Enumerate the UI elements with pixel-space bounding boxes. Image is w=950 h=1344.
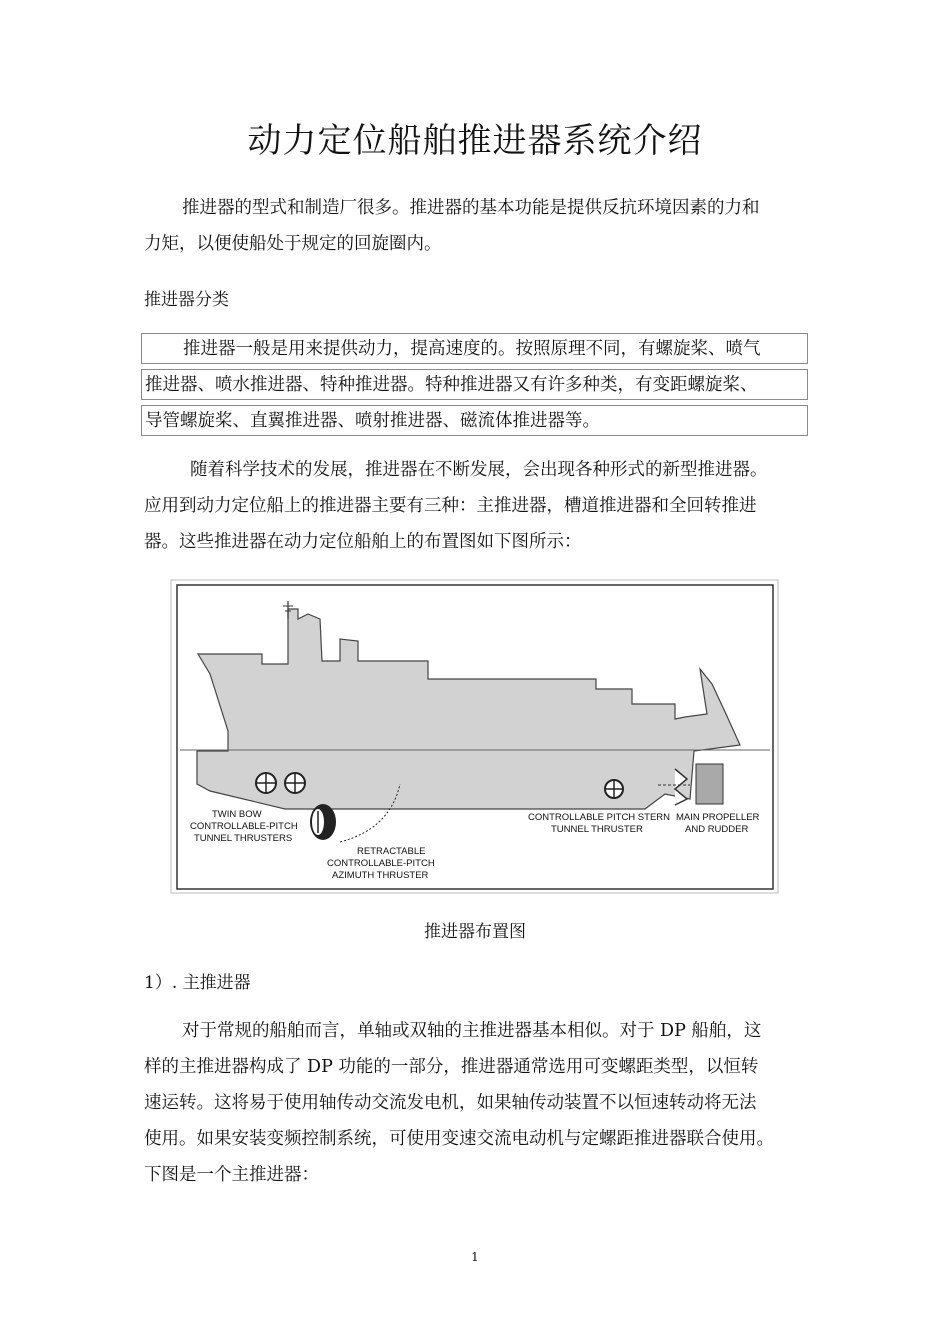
label-azi-1: RETRACTABLE <box>357 846 426 857</box>
label-azi-3: AZIMUTH THRUSTER <box>332 870 429 881</box>
figure-caption: 推进器布置图 <box>424 922 526 942</box>
label-bow-3: TUNNEL THRUSTERS <box>194 833 293 844</box>
section-heading-classification: 推进器分类 <box>144 290 229 310</box>
section-heading-main-thruster: 1）. 主推进器 <box>144 973 251 993</box>
boxed-line-2 <box>141 369 808 400</box>
boxed-line-1 <box>141 333 808 364</box>
label-main-2: AND RUDDER <box>685 824 749 835</box>
label-stern-1: CONTROLLABLE PITCH STERN <box>528 812 670 823</box>
main-line-5: 下图是一个主推进器： <box>144 1165 319 1185</box>
main-line-4: 使用。如果安装变频控制系统，可使用变速交流电动机与定螺距推进器联合使用。 <box>144 1129 774 1149</box>
document-title: 动力定位船舶推进器系统介绍 <box>247 121 703 161</box>
ship-diagram <box>170 579 779 894</box>
intro-line-2: 力矩，以便使船处于规定的回旋圈内。 <box>144 234 442 254</box>
development-line-3: 器。这些推进器在动力定位船舶上的布置图如下图所示： <box>144 532 582 552</box>
intro-line-1: 推进器的型式和制造厂很多。推进器的基本功能是提供反抗环境因素的力和 <box>182 198 760 218</box>
development-line-2: 应用到动力定位船上的推进器主要有三种：主推进器，槽道推进器和全回转推进 <box>144 496 757 516</box>
main-line-1: 对于常规的船舶而言，单轴或双轴的主推进器基本相似。对于 DP 船舶，这 <box>182 1021 762 1041</box>
main-thruster-paragraph <box>144 1013 809 1193</box>
main-line-3: 速运转。这将易于使用轴传动交流发电机，如果轴传动装置不以恒速转动将无法 <box>144 1093 757 1113</box>
thruster-layout-figure <box>170 579 779 894</box>
boxed-text-3: 导管螺旋桨、直翼推进器、喷射推进器、磁流体推进器等。 <box>145 411 600 431</box>
label-main-1: MAIN PROPELLER <box>676 812 760 823</box>
label-azi-2: CONTROLLABLE-PITCH <box>327 858 435 869</box>
label-bow-2: CONTROLLABLE-PITCH <box>190 821 298 832</box>
label-stern-2: TUNNEL THRUSTER <box>551 824 643 835</box>
development-paragraph <box>144 452 809 560</box>
page-number: 1 <box>471 1250 479 1264</box>
label-bow-1: TWIN BOW <box>212 809 262 820</box>
boxed-text-2: 推进器、喷水推进器、特种推进器。特种推进器又有许多种类，有变距螺旋桨、 <box>145 375 758 395</box>
boxed-line-3 <box>141 405 808 436</box>
development-line-1: 随着科学技术的发展，推进器在不断发展，会出现各种形式的新型推进器。 <box>190 460 768 480</box>
intro-paragraph <box>144 190 809 262</box>
boxed-text-1: 推进器一般是用来提供动力，提高速度的。按照原理不同，有螺旋桨、喷气 <box>183 339 761 359</box>
main-line-2: 样的主推进器构成了 DP 功能的一部分，推进器通常选用可变螺距类型，以恒转 <box>144 1057 759 1077</box>
